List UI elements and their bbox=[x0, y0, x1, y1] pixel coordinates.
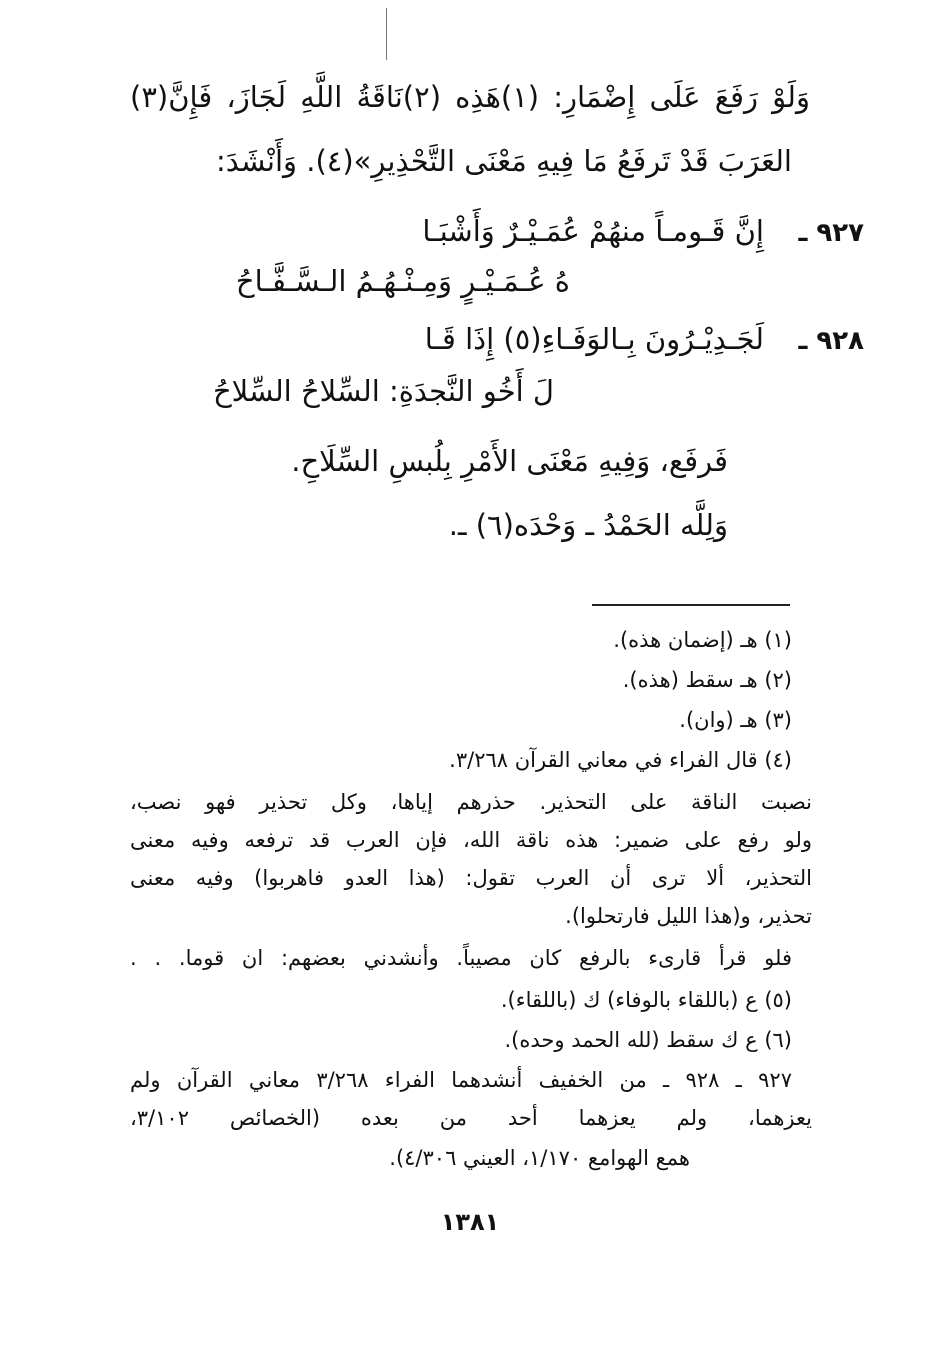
footnote-3: (٣) هـ (وان). bbox=[679, 708, 792, 732]
footnote-4-quote-line-4: تحذير، و(هذا الليل فارتحلوا). bbox=[565, 904, 812, 928]
footnote-4-quote-line-2: ولو رفع على ضمير: هذه ناقة الله، فإن العرب قد ترفعه وفيه معنى bbox=[130, 828, 812, 852]
verses-source-note-line-2: يعزهما، ولم يعزهما أحد من بعده (الخصائص ٣/١٠٢، bbox=[130, 1106, 812, 1130]
footnote-2: (٢) هـ سقط (هذه). bbox=[622, 668, 792, 692]
gutter-mark bbox=[386, 8, 387, 60]
main-text-line-2: العَرَبَ قَدْ تَرفَعُ مَا فِيهِ مَعْنَى التَّحْذِيرِ»(٤). وَأَنْشَدَ: bbox=[216, 144, 792, 178]
main-text-line-1: وَلَوْ رَفَعَ عَلَى إِضْمَارِ: (١)هَذِه (٢)نَاقَةُ اللَّهِ لَجَازَ، فَإِنَّ(٣) bbox=[130, 80, 810, 114]
verse-number-927: ٩٢٧ ـ bbox=[798, 218, 864, 248]
footnote-separator bbox=[592, 604, 790, 606]
footnote-6: (٦) ع ك سقط (لله الحمد وحده). bbox=[504, 1028, 792, 1052]
verses-source-note-line-1: ٩٢٧ ـ ٩٢٨ ـ من الخفيف أنشدهما الفراء ٣/٢٦٨ معاني القرآن ولم bbox=[130, 1068, 792, 1092]
verse-number-928: ٩٢٨ ـ bbox=[798, 326, 864, 356]
verse-927-hemistich-1: إِنَّ قَـومـاً منهُمْ عُمَـيْـرٌ وَأَشْبَـا bbox=[422, 214, 764, 248]
footnote-4-quote-line-3: التحذير، ألا ترى أن العرب تقول: (هذا العدو فاهربوا) وفيه معنى bbox=[130, 866, 812, 890]
footnote-4-quote-line-1: نصبت الناقة على التحذير. حذرهم إياها، وكل تحذير فهو نصب، bbox=[130, 790, 812, 814]
verse-928-hemistich-2: لَ أَخُو النَّجدَةِ: السِّلاحُ السِّلاحُ bbox=[212, 374, 554, 408]
footnote-5: (٥) ع (باللقاء بالوفاء) ك (باللقاء). bbox=[500, 988, 792, 1012]
verse-927-hemistich-2: هُ عُـمَـيْـرٍ وَمِـنْـهُـمُ الـسَّـفَّـاحُ bbox=[235, 264, 570, 298]
footnote-4: (٤) قال الفراء في معاني القرآن ٣/٢٦٨. bbox=[449, 748, 792, 772]
verses-source-note-line-3: همع الهوامع ١/١٧٠، العيني ٤/٣٠٦). bbox=[389, 1146, 690, 1170]
footnote-1: (١) هـ (إضمان هذه). bbox=[613, 628, 792, 652]
footnote-4-quote-line-5: فلو قرأ قارىء بالرفع كان مصيباً. وأنشدني بعضهم: ان قوما. . . bbox=[130, 946, 792, 970]
main-text-line-after-1: فَرفَع، وَفِيهِ مَعْنَى الأَمْرِ بِلُبسِ السِّلَاحِ. bbox=[291, 444, 728, 478]
main-text-line-after-2: وَلِلَّه الحَمْدُ ـ وَحْدَه(٦) ـ. bbox=[448, 508, 728, 542]
verse-928-hemistich-1: لَجَـدِيْـرُونَ بِـالوَفَـاءِ(٥) إِذَا قَـا bbox=[424, 322, 764, 356]
page-number: ١٣٨١ bbox=[440, 1208, 500, 1236]
